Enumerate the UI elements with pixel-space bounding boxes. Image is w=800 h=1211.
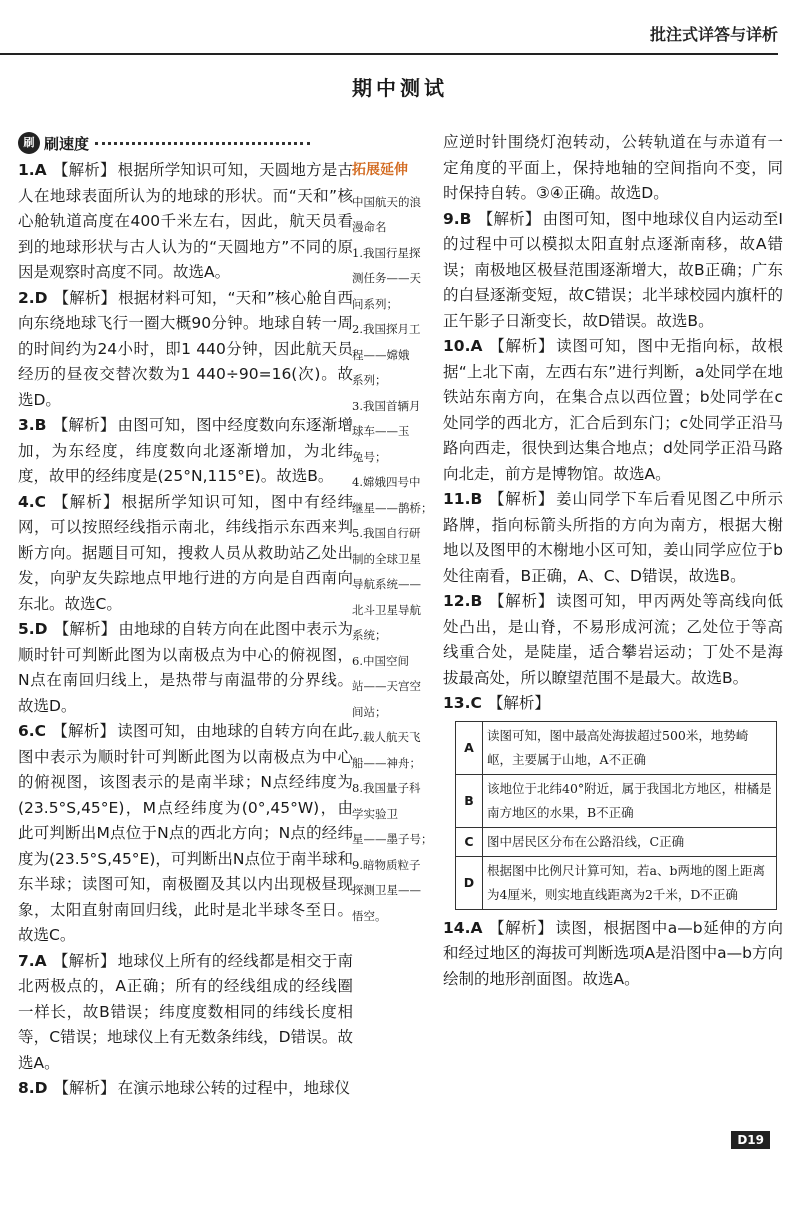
speed-label: 刷速度 (44, 134, 90, 153)
answer-number: 2.D (18, 288, 48, 307)
sidebar-line: 球车——玉 (352, 424, 410, 438)
sidebar-line: 4.嫦娥四号中 (352, 475, 421, 489)
sidebar-line: 2.我国探月工 (352, 322, 421, 336)
option-letter: C (456, 827, 483, 856)
analysis-tag: 【解析】 (477, 209, 541, 228)
speed-icon: 刷 (18, 132, 40, 154)
analysis-tag: 【解析】 (488, 918, 554, 937)
answer-text: 由图可知，图中经度数向东逐渐增加，为东经度，纬度数向北逐渐增加，为北纬度，故甲的经纬度是(25°N,115°E)。故选B。 (18, 416, 353, 485)
page-number-badge: D19 (731, 1131, 770, 1149)
answer-number: 10.A (443, 337, 483, 355)
sidebar-line: 船——神舟； (352, 755, 421, 770)
analysis-tag: 【解析】 (52, 951, 116, 970)
table-row (456, 856, 777, 909)
answer-text: 读图可知，由地球的自转方向在此图中表示为顺时针可判断此图为以南极点为中心的俯视图，该图表示的是南半球；N点经纬度为(23.5°S,45°E)，M点经纬度为(0°,45°W)，由此可判断出M点位于N点的西北方向；N点的经纬度为(23.5°S,45°E)，可判断出N点位于南半球和东半球；读图可知，南极圈及其以内出现极昼现象，太阳直射南回归线，此时是北半球冬至日。故选C。 (18, 722, 353, 944)
answer-item (18, 286, 353, 414)
sidebar-line: 程——嫦娥 (352, 347, 410, 362)
answer-text: 根据所学知识可知，图中有经纬网，可以按照经线指示南北，纬线指示东西来判断方向。据题目可知，搜救人员从救助站乙处出发，向驴友失踪地点甲地行进的方向是自西南向东北。故选C。 (18, 492, 353, 613)
dotted-divider (95, 142, 310, 145)
table-row (456, 774, 777, 827)
analysis-tag: 【解析】 (52, 722, 116, 740)
analysis-tag: 【解析】 (53, 620, 117, 638)
analysis-tag: 【解析】 (52, 161, 116, 179)
sidebar-line: 8.我国量子科 (352, 781, 421, 795)
sidebar-line: 9.暗物质粒子 (352, 857, 421, 872)
answer-item (18, 719, 353, 949)
answers-right-column (443, 130, 783, 992)
option-text: 该地位于北纬40°附近，属于我国北方地区，柑橘是南方地区的水果，B不正确 (483, 774, 777, 827)
answer-number: 4.C (18, 492, 47, 511)
answer-item (443, 916, 783, 993)
answer-number: 5.D (18, 620, 48, 638)
analysis-tag: 【解析】 (487, 694, 550, 712)
table-row (456, 827, 777, 856)
answer-number: 1.A (18, 161, 47, 179)
extension-sidebar (352, 158, 438, 929)
answer-item (443, 207, 783, 335)
answer-item (443, 334, 783, 487)
analysis-tag: 【解析】 (488, 592, 555, 610)
answer-text: 读图，根据图中a—b延伸的方向和经过地区的海拔可判断选项A是沿图中a—b方向绘制的地形剖面图。故选A。 (443, 918, 783, 988)
option-letter: A (456, 721, 483, 774)
sidebar-line: 1.我国行星探 (352, 245, 421, 260)
answer-item (18, 413, 353, 490)
answer-number: 9.B (443, 209, 472, 228)
answer-number: 13.C (443, 694, 482, 712)
analysis-tag: 【解析】 (52, 416, 116, 434)
sidebar-line: 中国航天的浪 (352, 194, 421, 209)
answer-item (18, 1076, 353, 1102)
sidebar-line: 6.中国空间 (352, 653, 409, 668)
answer-text: 地球仪上所有的经线都是相交于南北两极点的，A正确；所有的经线组成的经线圈一样长，故B错误；纬度度数相同的纬线长度相等，C错误；地球仪上有无数条纬线，D错误。故选A。 (18, 951, 353, 1072)
analysis-tag: 【解析】 (52, 492, 120, 511)
q13-option-table (455, 721, 777, 910)
answer-number: 3.B (18, 416, 47, 434)
answer-item (443, 691, 783, 717)
answer-text: 由地球的自转方向在此图中表示为顺时针可判断此图为以南极点为中心的俯视图，N点在南回归线上，是热带与南温带的分界线。故选D。 (18, 620, 353, 715)
sidebar-line: 站——天宫空 (352, 679, 421, 693)
analysis-tag: 【解析】 (53, 288, 117, 307)
sidebar-line: 漫命名 (352, 220, 387, 234)
sidebar-line: 测任务——天 (352, 271, 421, 285)
answer-item (18, 490, 353, 618)
sidebar-line: 继星——鹊桥； (352, 500, 433, 515)
sidebar-line: 探测卫星—— (352, 883, 421, 897)
answer-text: 在演示地球公转的过程中，地球仪 (117, 1079, 351, 1097)
table-row (456, 721, 777, 774)
answer-text: 读图可知，图中无指向标，故根据“上北下南，左西右东”进行判断，a处同学在地铁站东南方向，在集合点以西位置；b处同学在c处同学的西北方，汇合后到东门；c处同学正沿马路向西走，很快到达集合地点；d处同学正沿马路向北走，前方是博物馆。故选A。 (443, 337, 783, 483)
answer-number: 12.B (443, 592, 483, 610)
sidebar-line: 北斗卫星导航 (352, 602, 421, 617)
answer-item (443, 589, 783, 691)
answer-text: 根据所学知识可知，天圆地方是古人在地球表面所认为的地球的形状。而“天和”核心舱轨道高度在400千米左右，因此，航天员看到的地球形状与古人认为的“天圆地方”不同的原因是观察时高度不同。故选A。 (18, 161, 353, 281)
page-title: 期中测试 (352, 76, 448, 100)
answer-text: 由图可知，图中地球仪自内运动至Ⅰ的过程中可以模拟太阳直射点逐渐南移，故A错误；南极地区极昼范围逐渐增大，故B正确；广东的白昼逐渐变短，故C错误；北半球校园内旗杆的正午影子日渐变长，故D错误。故选B。 (443, 209, 783, 330)
answer-number: 7.A (18, 951, 47, 970)
sidebar-line: 制的全球卫星 (352, 551, 421, 566)
answer-text: 应逆时针围绕灯泡转动，公转轨道在与赤道有一定角度的平面上，保持地轴的空间指向不变，同时保持自转。③④正确。故选D。 (443, 133, 783, 202)
sidebar-line: 问系列； (352, 296, 398, 311)
extension-heading: 拓展延伸 (352, 162, 408, 178)
sidebar-line: 系统； (352, 628, 387, 642)
option-letter: D (456, 856, 483, 909)
sidebar-line: 3.我国首辆月 (352, 398, 421, 413)
sidebar-line: 星——墨子号； (352, 832, 433, 846)
analysis-tag: 【解析】 (488, 337, 555, 355)
answer-item (443, 130, 783, 207)
sidebar-line: 5.我国自行研 (352, 526, 421, 540)
sidebar-line: 系列； (352, 373, 387, 387)
analysis-tag: 【解析】 (53, 1079, 116, 1097)
answer-item (18, 158, 353, 286)
sidebar-line: 导航系统—— (352, 577, 421, 591)
answer-number: 11.B (443, 490, 483, 508)
analysis-tag: 【解析】 (488, 490, 555, 508)
option-text: 根据图中比例尺计算可知，若a、b两地的图上距离为4厘米，则实地直线距离为2千米，D不正确 (483, 856, 777, 909)
sidebar-line: 兔号； (352, 449, 387, 464)
sidebar-line: 学实验卫 (352, 806, 398, 821)
answer-number: 14.A (443, 918, 483, 937)
header-divider (0, 53, 778, 55)
option-letter: B (456, 774, 483, 827)
answer-text: 根据材料可知，“天和”核心舱自西向东绕地球飞行一圈大概90分钟。地球自转一周的时间约为24小时，即1 440分钟，因此航天员经历的昼夜交替次数为1 440÷90=16(次)。故选D。 (18, 288, 353, 409)
header-title: 批注式详答与详析 (649, 25, 778, 44)
answer-number: 8.D (18, 1079, 48, 1097)
sidebar-line: 7.载人航天飞 (352, 730, 421, 744)
speed-section-header (18, 132, 310, 154)
answer-text: 读图可知，甲丙两处等高线向低处凸出，是山脊，不易形成河流；乙处位于等高线重合处，是陡崖，适合攀岩运动；丁处不是海拔最高处，所以瞭望范围不是最大。故选B。 (443, 592, 783, 687)
answer-item (18, 949, 353, 1077)
answer-number: 6.C (18, 722, 47, 740)
sidebar-line: 间站； (352, 704, 387, 719)
option-text: 图中居民区分布在公路沿线，C正确 (483, 827, 777, 856)
answer-item (18, 617, 353, 719)
answers-left-column (18, 158, 353, 1102)
option-text: 读图可知，图中最高处海拔超过500米，地势崎岖，主要属于山地，A不正确 (483, 721, 777, 774)
answer-item (443, 487, 783, 589)
answer-text: 姜山同学下车后看见图乙中所示路牌，指向标箭头所指的方向为南方，根据大榭地以及图甲的木榭地小区可知，姜山同学应位于b处往南看，B正确，A、C、D错误，故选B。 (443, 490, 783, 585)
sidebar-line: 悟空。 (352, 908, 387, 923)
